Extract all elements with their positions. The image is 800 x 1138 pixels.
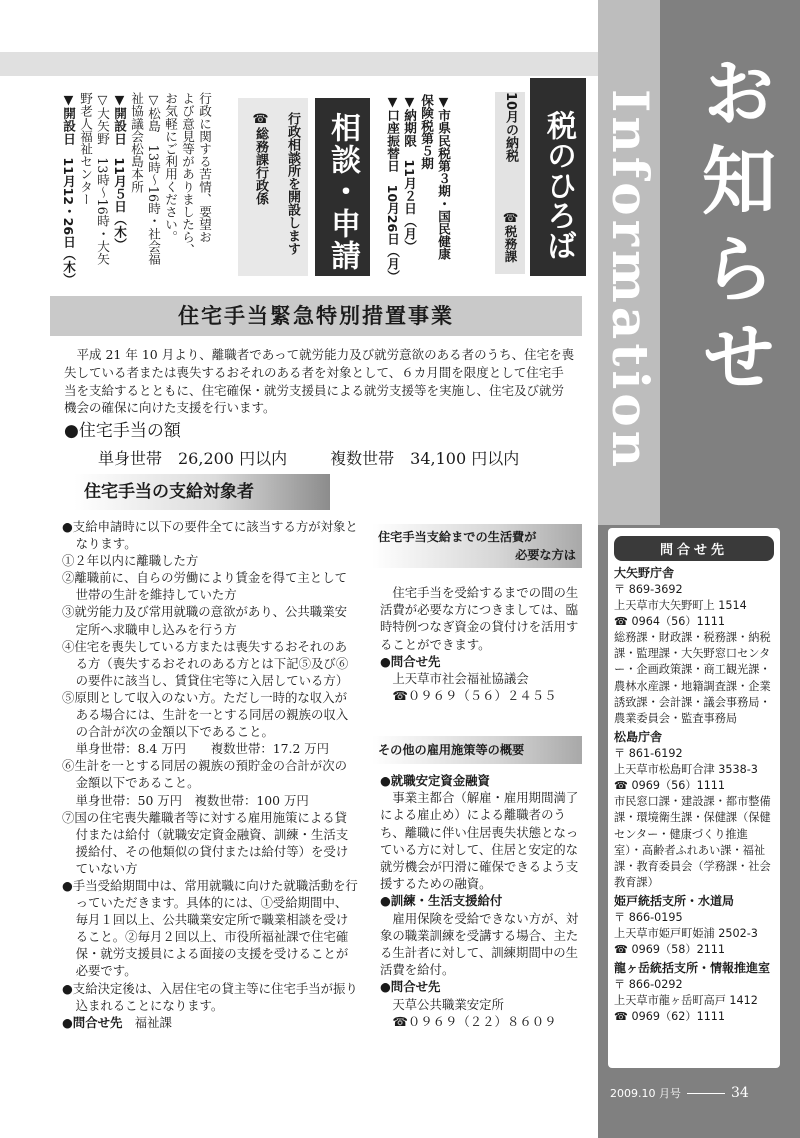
office-name: 大矢野庁舎: [614, 566, 675, 580]
living-contact-org: 上天草市社会福祉協議会: [392, 671, 529, 687]
sidebar-english-title: Information: [601, 88, 660, 472]
requirements-column: [62, 518, 358, 1031]
requirements-lead: ●支給申請時に以下の要件全てに該当する方が対象となります。: [62, 519, 358, 552]
requirement-note: ●支給決定後は、入居住宅の貸主等に住宅手当が振り込まれることになります。: [62, 980, 358, 1013]
office-zip: 〒 869-3692: [614, 583, 683, 596]
article-intro: 平成 21 年 10 月より、離職者であって就労能力及び就労意欲のある者のうち、住宅を喪失している者または喪失するおそれのある者を対象として、６カ月間を限度として住宅手当を支給するとともに、住宅確保・就労支援員による就労支援等を実施し、住宅及び就労機会の確保に向けた支援を行います。: [64, 347, 575, 416]
tax-subtitle: 10月の納税: [495, 92, 525, 274]
tax-section-title: 税のひろば: [530, 78, 586, 276]
office-name: 松島庁舎: [614, 730, 663, 745]
office-zip: 〒 861-6192: [614, 747, 683, 761]
office-address: 上天草市龍ヶ岳町高戸 1412: [614, 994, 758, 1008]
requirement-item: ⑥生計を一とする同居の親族の預貯金の合計が次の金額以下であること。: [62, 758, 347, 791]
office-departments: 市民窓口課・建設課・都市整備課・環境衛生課・保健課（保健センター・健康づくり推進室）・高齢者ふれあい課・福祉課・教育委員会（学務課・社会教育課）: [614, 795, 771, 890]
issue-date: 2009.10 月号: [610, 1087, 681, 1100]
consult-line: ▼開設日 11月５日（木）: [112, 92, 127, 251]
office-departments: 総務課・財政課・税務課・納税課・監理課・大矢野窓口センター・企画政策課・商工観光課・農林水産課・地籍調査課・企業誘致課・会計課・議会事務局・農業委員会・監査事務局: [614, 631, 771, 726]
living-box-body: [380, 584, 580, 704]
multi-amount: 複数世帯 34,100 円以内: [330, 449, 520, 468]
living-heading-line1: 住宅手当支給までの生活費が: [378, 530, 537, 544]
employment-item-body: 事業主都合（解雇・雇用期間満了による雇止め）による離職者のうち、離職に伴い住居喪失状態となっている方に対して、住居と安定的な就労機会が円滑に確保できるよう支援するための融資。: [380, 790, 579, 892]
employment-contact-phone: ☎０９６９（２２）８６０９: [392, 1013, 557, 1029]
office-oyano: [614, 565, 774, 727]
contact-value: 福祉課: [134, 1014, 172, 1030]
footer-rule: [687, 1093, 725, 1094]
office-phone: ☎ 0969（58）2111: [614, 943, 726, 957]
requirements-contact: [62, 1014, 358, 1031]
single-amount: 単身世帯 26,200 円以内: [98, 449, 288, 468]
article-heading: 住宅手当緊急特別措置事業: [50, 296, 582, 336]
office-zip: 〒 866-0195: [614, 911, 683, 925]
requirement-item: ③就労能力及び常用就職の意欲があり、公共職業安定所へ求職申し込みを行う方: [62, 604, 347, 637]
office-himedo: [614, 893, 774, 958]
living-heading-line2: 必要な方は: [515, 548, 576, 562]
consult-line: 祉協議会松島本所: [129, 92, 144, 193]
contact-heading: 問合せ先: [614, 536, 774, 561]
office-ryugatake: [614, 960, 774, 1025]
tax-body: [384, 94, 452, 284]
requirement-item: ②離職前に、自らの労働により賃金を得て主として世帯の生計を維持していた方: [62, 570, 347, 603]
consult-body: [60, 92, 213, 302]
page-number: 34: [730, 1085, 749, 1101]
consult-line: ▼開設日 11月12・26日（木）: [61, 92, 76, 286]
employment-item-title: ●訓練・生活支援給付: [380, 893, 503, 909]
consult-line: 行政に関する苦情、要望お: [197, 92, 212, 244]
consult-line: 野老人福祉センター: [78, 92, 93, 206]
tax-line: ▼市県民税第３期・国民健康: [436, 94, 451, 261]
tax-line: ▼納期限 11月２日（月）: [402, 94, 417, 253]
requirement-item: ①２年以内に離職した方: [62, 553, 199, 569]
requirement-item: ④住宅を喪失している方または喪失するおそれのある方（喪失するおそれのある方とは下記⑤及び⑥の要件に該当し、賃貸住宅等に入居している方）: [62, 638, 349, 688]
income-limit: 単身世帯：8.4 万円 複数世帯：17.2 万円: [75, 741, 330, 757]
office-name: 姫戸統括支所・水道局: [614, 894, 735, 909]
office-matsushima: [614, 729, 774, 891]
amount-label: ●住宅手当の額: [64, 421, 181, 441]
contact-panel: [608, 528, 780, 1068]
office-phone: ☎ 0964（56）1111: [614, 615, 726, 628]
employment-box-heading: その他の雇用施策等の概要: [372, 736, 582, 764]
consult-subtitle-block: [238, 98, 308, 276]
living-contact-phone: ☎０９６９（５６）２４５５: [392, 688, 557, 704]
living-contact-label: ●問合せ先: [380, 653, 441, 669]
office-phone: ☎ 0969（56）1111: [614, 779, 726, 793]
amount-values: [98, 446, 519, 469]
tax-line: ▼口座振替日 10月26日（月）: [385, 94, 400, 283]
employment-contact-label: ●問合せ先: [380, 979, 441, 995]
office-address: 上天草市大矢野町上 1514: [614, 599, 747, 612]
consult-line: よび意見等がありましたら、: [180, 92, 195, 256]
office-address: 上天草市松島町合津 3538-3: [614, 763, 758, 777]
savings-limit: 単身世帯：50 万円 複数世帯：100 万円: [75, 792, 309, 808]
tax-line: 保険税第５期: [419, 94, 434, 170]
requirement-item: ⑤原則として収入のない方。ただし一時的な収入がある場合には、生計を一とする同居の親族の収入の合計が次の金額以下であること。: [62, 689, 349, 740]
employment-box-body: [380, 772, 580, 1030]
target-heading: 住宅手当の支給対象者: [74, 474, 330, 510]
consult-line: ▽大矢野 13時～16時・大矢: [95, 92, 110, 266]
office-phone: ☎ 0969（62）1111: [614, 1010, 726, 1024]
living-box-heading: [372, 524, 582, 568]
living-body: 住宅手当を受給するまでの間の生活費が必要な方につきましては、臨時特例つなぎ資金の貸付けを活用することができます。: [380, 585, 579, 652]
requirement-item: ⑦国の住宅喪失離職者等に対する雇用施策による貸付または給付（就職安定資金融資、訓練・生活支援給付、その他類似の貸付または給付等）を受けていない方: [62, 809, 349, 876]
tax-department: ☎税務課: [503, 210, 518, 263]
consult-line: ▽松島 13時～16時・社会福: [146, 92, 161, 266]
contact-label: ●問合せ先: [62, 1014, 123, 1030]
employment-contact-org: 天草公共職業安定所: [392, 996, 504, 1012]
requirement-note: ●手当受給期間中は、常用就職に向けた就職活動を行っていただきます。具体的には、①受給期間中、毎月１回以上、公共職業安定所で職業相談を受けること。②毎月２回以上、市役所福祉課で住宅確保・就労支援員による面接の支援を受けることが必要です。: [62, 877, 358, 979]
employment-item-body: 雇用保険を受給できない方が、対象の職業訓練を受講する場合、主たる生計者に対して、訓練期間中の生活費を給付。: [380, 910, 579, 978]
consult-section-title: 相談・申請: [315, 98, 370, 276]
office-name: 龍ヶ岳統括支所・情報推進室: [614, 961, 771, 976]
sidebar-title: お知らせ: [690, 54, 776, 406]
consult-line: お気軽にご利用ください。: [163, 92, 178, 244]
office-zip: 〒 866-0292: [614, 978, 683, 992]
page-footer: [610, 1082, 780, 1104]
consult-subtitle: 行政相談所を開設します: [285, 112, 300, 255]
employment-item-title: ●就職安定資金融資: [380, 773, 490, 788]
top-strip: [0, 52, 598, 76]
office-address: 上天草市姫戸町姫浦 2502-3: [614, 927, 758, 941]
consult-department: ☎総務課行政係: [253, 112, 268, 205]
